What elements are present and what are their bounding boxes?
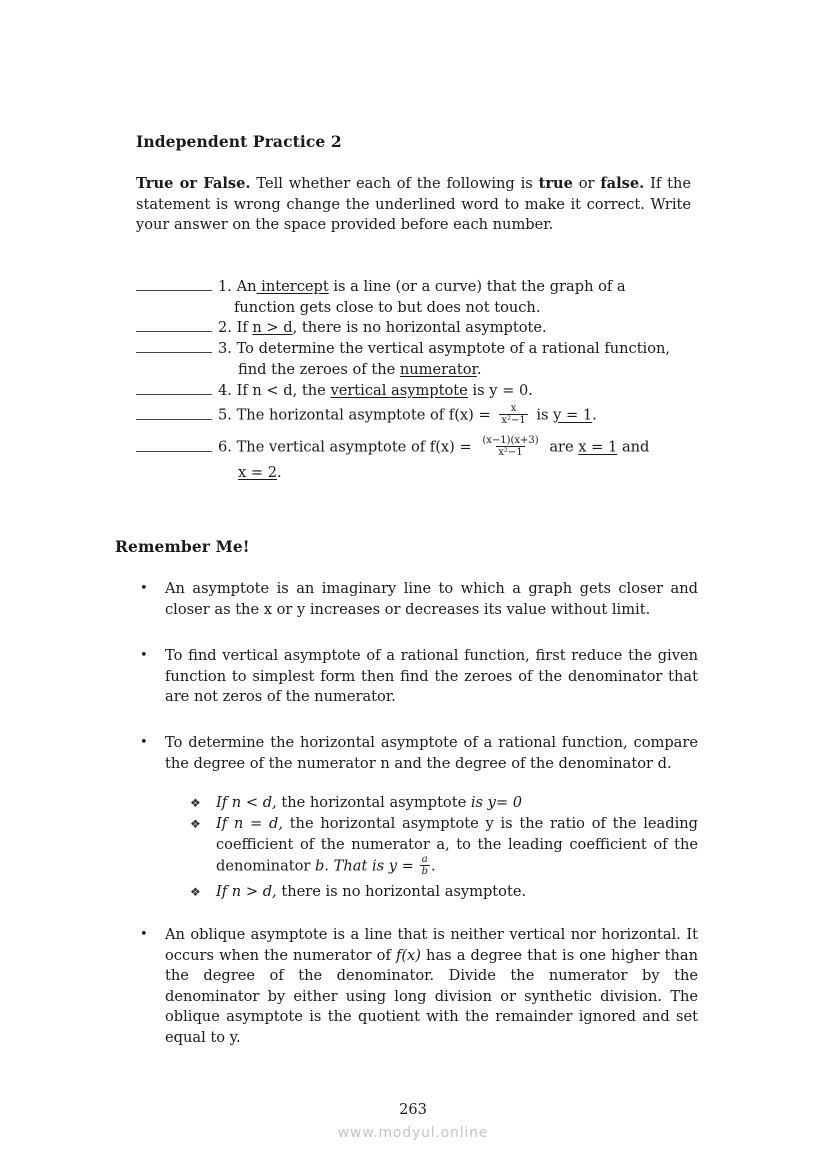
bullet-text-part: An oblique asymptote is a line that is neither vertical nor horizontal. It occurs when the numerator of (165, 926, 698, 964)
bullet-icon: • (140, 735, 148, 750)
bullet-item-2 (140, 646, 698, 708)
item-text: , there is no horizontal asymptote. (292, 319, 547, 336)
item-text: is (531, 406, 554, 424)
question-item-5 (136, 404, 597, 427)
sub-text: the horizontal asymptote y is the ratio of the leading coefficient of the numerator a, to the leading coefficient of the denominator (216, 815, 698, 875)
fraction-denominator: x²−1 (501, 415, 526, 426)
item-text: is a line (or a curve) that the graph of a (328, 278, 626, 295)
item-text: . (592, 406, 597, 424)
item-text: . (476, 361, 482, 378)
question-item-6 (136, 436, 649, 459)
question-item-4 (136, 381, 533, 402)
bullet-text: To determine the horizontal asymptote of a rational function, compare the degree of the numerator n and the degree of the denominator d. (165, 734, 698, 772)
diamond-bullet-icon: ❖ (190, 817, 201, 831)
bullet-item-3 (140, 733, 698, 775)
item-number: 3. (218, 340, 232, 357)
practice-title: Independent Practice 2 (136, 132, 342, 151)
fraction-denominator: b (421, 866, 428, 878)
bullet-item-4 (140, 925, 698, 1049)
item-text: If n < d, the (231, 382, 331, 399)
item-text: . (277, 464, 282, 481)
item-text: To determine the vertical asymptote of a rational function, (231, 340, 671, 357)
underlined-term: x = 2 (238, 464, 278, 481)
condition: If n < d, (216, 794, 277, 811)
item-text: are (544, 438, 579, 456)
item-text: The vertical asymptote of f(x) = (231, 438, 477, 456)
instructions-text: or (572, 175, 601, 192)
instructions-text: If the statement is wrong change the underlined word to make it correct. Write your answer on the space provided before each number. (136, 175, 691, 234)
condition: If n = d, (216, 815, 283, 832)
bullet-item-1 (140, 579, 698, 621)
bullet-text-part: has a degree that is one higher than the degree of the denominator. Divide the numerator by the denominator by either using long division or synthetic division. The oblique asymptote is the quotient with the remainder ignored and set equal to y. (165, 946, 698, 1046)
answer-blank-3[interactable] (136, 339, 212, 353)
fraction-denominator: x²−1 (498, 447, 523, 458)
sub-item-text (216, 814, 698, 878)
bullet-icon: • (140, 648, 148, 663)
variable-b: b. (315, 857, 330, 875)
item-number: 2. (218, 319, 232, 336)
instructions-lead: True or False. (136, 175, 251, 192)
underlined-term: n > d (252, 319, 293, 336)
result: is y= 0 (470, 794, 523, 811)
sub-text: the horizontal asymptote (276, 794, 471, 811)
item-number: 5. (218, 406, 232, 424)
question-item-2 (136, 318, 547, 339)
item-1-continuation: function gets close to but does not touch. (234, 299, 541, 316)
fraction-numerator: a (421, 854, 428, 866)
bullet-icon: • (140, 927, 148, 942)
sub-text: . (430, 857, 436, 875)
bullet-text (165, 925, 698, 1049)
diamond-bullet-icon: ❖ (190, 796, 201, 810)
underlined-term: numerator (399, 361, 477, 378)
item-6-continuation (238, 463, 282, 484)
sub-item-text (216, 882, 698, 903)
fraction-numerator: (x−1)(x+3) (482, 435, 539, 446)
item-text: If (231, 319, 253, 336)
that-is: That is y = (329, 857, 419, 875)
remember-title: Remember Me! (115, 537, 250, 556)
false-word: false. (600, 175, 645, 192)
item-text: is y = 0. (467, 382, 533, 399)
sub-item-2 (190, 814, 698, 876)
bullet-text: An asymptote is an imaginary line to which a graph gets closer and closer as the x or y increases or decreases its value without limit. (165, 580, 698, 618)
function-notation: f(x) (395, 946, 421, 964)
fraction-numerator: x (510, 403, 517, 414)
answer-blank-1[interactable] (136, 277, 212, 291)
answer-blank-6[interactable] (136, 438, 212, 452)
underlined-term: intercept (256, 278, 329, 295)
instructions-text: Tell whether each of the following is (250, 175, 539, 192)
item-number: 6. (218, 438, 232, 456)
true-word: true (538, 175, 573, 192)
item-number: 1. (218, 278, 232, 295)
answer-blank-2[interactable] (136, 318, 212, 332)
bullet-text: To find vertical asymptote of a rational function, first reduce the given function to simplest form then find the zeroes of the denominator that are not zeros of the numerator. (165, 647, 698, 706)
fraction (480, 435, 540, 458)
underlined-term: x = 1 (578, 438, 618, 456)
item-3-continuation (238, 360, 482, 381)
watermark: www.modyul.online (337, 1125, 489, 1141)
underlined-term: vertical asymptote (330, 382, 468, 399)
question-item-3 (136, 339, 670, 360)
answer-blank-4[interactable] (136, 381, 212, 395)
item-number: 4. (218, 382, 232, 399)
item-text: and (617, 438, 650, 456)
sub-text: there is no horizontal asymptote. (276, 883, 527, 900)
question-item-1 (136, 277, 626, 298)
page-number: 263 (399, 1101, 427, 1118)
item-text: find the zeroes of the (238, 361, 400, 378)
item-text: The horizontal asymptote of f(x) = (231, 406, 496, 424)
condition: If n > d, (216, 883, 277, 900)
diamond-bullet-icon: ❖ (190, 885, 201, 899)
fraction (499, 403, 527, 426)
sub-item-text (216, 793, 698, 814)
instructions-paragraph (136, 174, 691, 236)
answer-blank-5[interactable] (136, 406, 212, 420)
underlined-term: y = 1 (553, 406, 593, 424)
fraction (420, 854, 430, 877)
bullet-icon: • (140, 581, 148, 596)
item-text: An (231, 278, 257, 295)
